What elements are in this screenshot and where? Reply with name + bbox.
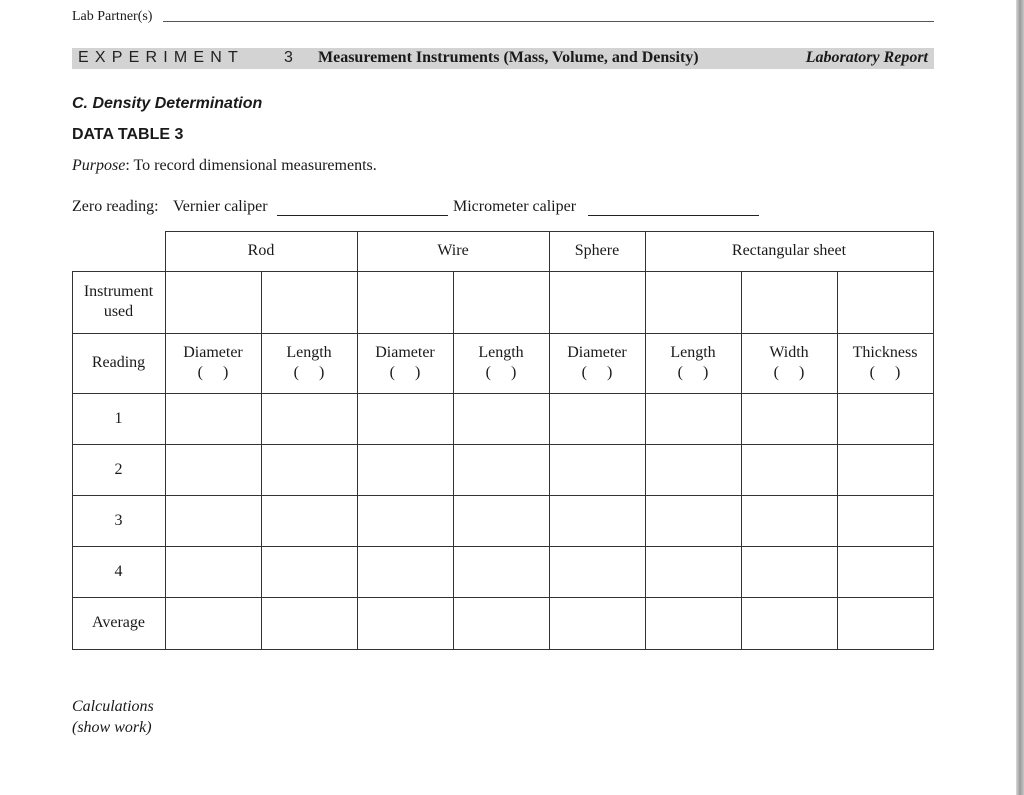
table-rule: [357, 231, 358, 650]
table-rule: [72, 271, 73, 650]
column-label: Thickness: [852, 344, 918, 361]
data-cell[interactable]: [741, 444, 837, 495]
table-rule: [72, 495, 934, 496]
experiment-banner: [72, 48, 934, 69]
data-cell[interactable]: [453, 393, 549, 444]
data-cell[interactable]: [165, 444, 261, 495]
instrument-cell[interactable]: [453, 271, 549, 333]
column-header-diameter: [357, 333, 453, 393]
table-rule: [72, 597, 934, 598]
zero-reading-label: Zero reading:: [72, 198, 159, 215]
data-cell[interactable]: [357, 597, 453, 649]
data-cell[interactable]: [357, 393, 453, 444]
table-rule: [165, 231, 166, 650]
data-cell[interactable]: [645, 495, 741, 546]
data-cell[interactable]: [357, 546, 453, 597]
data-cell[interactable]: [453, 597, 549, 649]
table-rule: [837, 271, 838, 650]
data-cell[interactable]: [837, 597, 933, 649]
data-cell[interactable]: [741, 495, 837, 546]
data-cell[interactable]: [645, 444, 741, 495]
data-cell[interactable]: [741, 393, 837, 444]
data-cell[interactable]: [837, 393, 933, 444]
column-header-length: [261, 333, 357, 393]
column-header-length: [645, 333, 741, 393]
row-label-3: 3: [114, 511, 123, 529]
vernier-caliper-label: Vernier caliper: [173, 198, 268, 215]
table-rule: [933, 231, 934, 650]
data-cell[interactable]: [165, 597, 261, 649]
row-label-average: Average: [92, 614, 145, 631]
data-cell[interactable]: [837, 546, 933, 597]
unit-blank[interactable]: ( ): [197, 364, 229, 381]
table-rule: [549, 231, 550, 650]
column-label: Length: [478, 344, 524, 361]
table-rule: [645, 231, 646, 650]
data-cell[interactable]: [549, 495, 645, 546]
instrument-cell[interactable]: [165, 271, 261, 333]
column-label: Diameter: [567, 344, 627, 361]
data-cell[interactable]: [837, 444, 933, 495]
unit-blank[interactable]: ( ): [485, 364, 517, 381]
unit-blank[interactable]: ( ): [293, 364, 325, 381]
unit-blank[interactable]: ( ): [869, 364, 901, 381]
table-rule: [72, 393, 934, 394]
page-edge: [1016, 0, 1024, 795]
data-cell[interactable]: [165, 495, 261, 546]
data-cell[interactable]: [549, 597, 645, 649]
row-label-4: 4: [114, 562, 123, 580]
column-header-width: [741, 333, 837, 393]
table-rule: [72, 333, 934, 334]
table-rule: [72, 546, 934, 547]
table-rule: [261, 271, 262, 650]
data-cell[interactable]: [261, 495, 357, 546]
data-cell[interactable]: [165, 393, 261, 444]
data-cell[interactable]: [645, 393, 741, 444]
data-cell[interactable]: [261, 444, 357, 495]
data-cell[interactable]: [261, 546, 357, 597]
lab-partners-label: Lab Partner(s): [72, 9, 153, 24]
row-label-1: 1: [114, 409, 123, 427]
calculations-note: [72, 696, 154, 738]
data-cell[interactable]: [261, 393, 357, 444]
experiment-number: 3: [284, 49, 293, 66]
column-header-length: [453, 333, 549, 393]
data-table-title: DATA TABLE 3: [72, 126, 184, 143]
unit-blank[interactable]: ( ): [389, 364, 421, 381]
data-cell[interactable]: [357, 495, 453, 546]
table-rule: [741, 271, 742, 650]
data-cell[interactable]: [261, 597, 357, 649]
unit-blank[interactable]: ( ): [581, 364, 613, 381]
purpose-statement: [72, 157, 377, 175]
purpose-text: : To record dimensional measurements.: [125, 157, 377, 174]
reading-label: Reading: [91, 354, 146, 371]
column-label: Length: [286, 344, 332, 361]
table-rule: [72, 649, 934, 650]
report-label: Laboratory Report: [805, 49, 928, 66]
purpose-label: Purpose: [72, 157, 126, 174]
column-header-thickness: [837, 333, 933, 393]
data-cell[interactable]: [453, 546, 549, 597]
micrometer-zero-blank[interactable]: [588, 215, 759, 216]
instrument-cell[interactable]: [549, 271, 645, 333]
column-header-diameter: [549, 333, 645, 393]
column-label: Width: [769, 344, 809, 361]
experiment-title: Measurement Instruments (Mass, Volume, and Density): [318, 49, 699, 66]
data-cell[interactable]: [549, 444, 645, 495]
data-cell[interactable]: [165, 546, 261, 597]
data-cell[interactable]: [837, 495, 933, 546]
instrument-used-label: Instrument used: [83, 283, 154, 320]
lab-partners-row: [72, 9, 934, 29]
data-cell[interactable]: [741, 597, 837, 649]
instrument-cell[interactable]: [357, 271, 453, 333]
experiment-label: EXPERIMENT: [78, 49, 245, 66]
instrument-cell[interactable]: [261, 271, 357, 333]
group-header-rectangular-sheet: Rectangular sheet: [731, 242, 847, 259]
column-label: Length: [670, 344, 716, 361]
instrument-cell[interactable]: [741, 271, 837, 333]
data-cell[interactable]: [357, 444, 453, 495]
vernier-zero-blank[interactable]: [277, 215, 448, 216]
table-rule: [453, 271, 454, 650]
column-header-diameter: [165, 333, 261, 393]
data-cell[interactable]: [453, 444, 549, 495]
table-rule: [72, 444, 934, 445]
zero-reading-row: [72, 198, 772, 220]
section-heading: C. Density Determination: [72, 95, 263, 112]
column-label: Diameter: [183, 344, 243, 361]
table-rule: [72, 271, 934, 272]
group-header-rod: Rod: [247, 242, 275, 259]
lab-partners-line[interactable]: [163, 21, 934, 22]
group-header-wire: Wire: [437, 242, 469, 259]
group-header-sphere: Sphere: [574, 242, 620, 259]
instrument-cell[interactable]: [645, 271, 741, 333]
micrometer-caliper-label: Micrometer caliper: [453, 198, 577, 215]
row-label-2: 2: [114, 460, 123, 478]
data-cell[interactable]: [645, 546, 741, 597]
data-cell[interactable]: [645, 597, 741, 649]
calculations-label: Calculations: [72, 698, 154, 715]
data-cell[interactable]: [453, 495, 549, 546]
instrument-cell[interactable]: [837, 271, 933, 333]
data-cell[interactable]: [741, 546, 837, 597]
unit-blank[interactable]: ( ): [677, 364, 709, 381]
data-cell[interactable]: [549, 546, 645, 597]
show-work-label: (show work): [72, 719, 152, 736]
unit-blank[interactable]: ( ): [773, 364, 805, 381]
data-cell[interactable]: [549, 393, 645, 444]
column-label: Diameter: [375, 344, 435, 361]
